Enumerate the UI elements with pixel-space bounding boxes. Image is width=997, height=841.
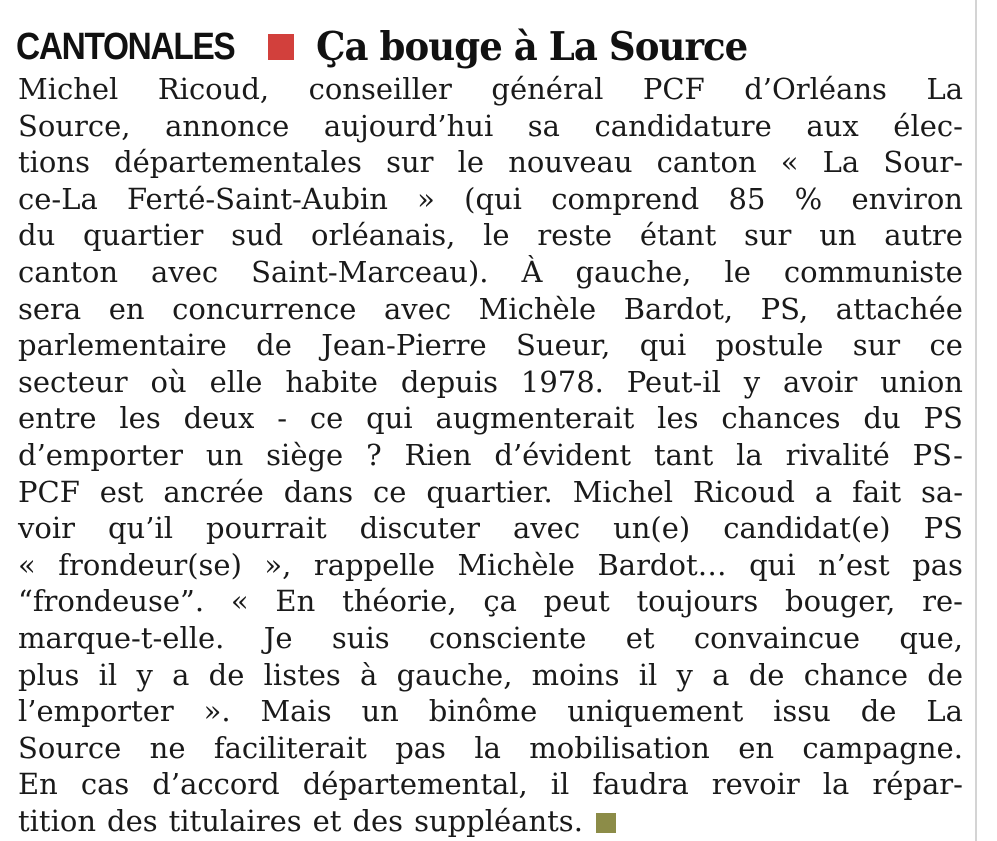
body-word: habite [285, 364, 378, 399]
body-word: un [205, 437, 244, 472]
body-word: PS [923, 401, 963, 436]
body-word: « [230, 584, 249, 619]
body-word: frondeur(se) [58, 547, 242, 582]
body-word: En [18, 767, 58, 802]
body-word: Ricoud [692, 474, 795, 509]
body-word: ce [373, 474, 407, 509]
body-word: autre [884, 218, 963, 253]
body-word: voir [18, 511, 75, 546]
body-word: titulaires [168, 803, 302, 838]
body-word: des [107, 803, 158, 838]
body-word: Bardot… [597, 547, 727, 582]
body-word: répar- [872, 767, 963, 802]
body-word: que, [899, 620, 963, 655]
body-word: d’évident [494, 437, 632, 472]
body-word: rappelle [313, 547, 435, 582]
kicker-label: CANTONALES [16, 25, 235, 68]
body-word: départementales [114, 145, 362, 180]
body-word: La [926, 694, 963, 729]
body-word: faudra [592, 767, 689, 802]
body-word: entre [18, 401, 97, 436]
body-word: avec [151, 254, 219, 289]
body-word: « [780, 145, 799, 180]
body-word: tions [18, 145, 90, 180]
body-word: les [119, 401, 161, 436]
body-line [18, 71, 963, 108]
body-word: secteur [18, 364, 128, 399]
body-word: y [743, 364, 761, 399]
body-word: ce [309, 401, 344, 436]
body-word: La [926, 72, 963, 106]
body-word: et [625, 620, 655, 655]
body-word: elle [209, 364, 263, 399]
body-word: élec- [893, 108, 963, 143]
body-word: suppléants. [414, 803, 583, 838]
body-word: mobilisation [529, 730, 710, 765]
body-word: re- [922, 584, 963, 619]
body-word: et [312, 803, 342, 838]
body-word: Source, [18, 108, 131, 143]
body-word: communiste [783, 254, 963, 289]
body-word: orléanais, [310, 218, 456, 253]
body-word: revoir [711, 767, 800, 802]
body-word: », [264, 547, 292, 582]
article-body [18, 71, 963, 839]
body-line [18, 108, 963, 145]
body-word: union [880, 364, 963, 399]
body-word: pas [912, 547, 963, 582]
body-word: Mais [260, 694, 332, 729]
body-word: d’accord [152, 767, 280, 802]
body-word: y [136, 657, 153, 692]
article-title: Ça bouge à La Source [316, 24, 748, 70]
body-line [18, 657, 963, 694]
body-word: En [275, 584, 316, 619]
body-word: de [208, 657, 245, 692]
body-word: Michel [572, 474, 674, 509]
body-word: ce [929, 328, 963, 363]
body-word: qui [366, 401, 413, 436]
body-word: qu’il [107, 511, 173, 546]
body-word: ce-La [18, 181, 98, 216]
body-word: à [360, 657, 378, 692]
body-line [18, 400, 963, 437]
body-word: ne [149, 730, 186, 765]
body-word: environ [851, 181, 963, 216]
body-word: sud [231, 218, 284, 253]
body-word: uniquement [567, 694, 744, 729]
body-word: - [277, 401, 288, 436]
body-word: un [361, 694, 399, 729]
body-word: en [738, 730, 775, 765]
kicker-separator-square-icon [268, 34, 294, 60]
body-word: pourrait [206, 511, 327, 546]
body-word: campagne. [802, 730, 963, 765]
body-line [18, 437, 963, 474]
body-word: avec [384, 291, 452, 326]
body-word: “frondeuse”. [18, 584, 205, 619]
body-word: Peut-il [626, 364, 721, 399]
body-word: binôme [428, 694, 538, 729]
body-word: depuis [400, 364, 498, 399]
body-word: À [521, 254, 543, 289]
body-word: tition [18, 803, 96, 838]
body-word: Je [263, 620, 293, 655]
body-word: La [822, 145, 860, 180]
body-word: nouveau [508, 145, 633, 180]
body-word: il [98, 657, 118, 692]
body-line [18, 730, 963, 767]
column-rule [975, 0, 977, 841]
body-word: plus [18, 657, 80, 692]
body-word: Sour- [883, 145, 963, 180]
body-word: issu [773, 694, 831, 729]
body-word: qui [639, 328, 687, 363]
body-word: Sueur, [516, 328, 611, 363]
body-word: Ferté-Saint-Aubin [127, 181, 388, 216]
body-word: Bardot, [623, 291, 734, 326]
body-word: concurrence [172, 291, 357, 326]
body-word: faciliterait [213, 730, 367, 765]
body-word: pas [395, 730, 446, 765]
body-word: ancrée [163, 474, 264, 509]
body-line [18, 510, 963, 547]
body-word: 85 [728, 181, 766, 216]
body-word: Saint-Marceau). [251, 254, 489, 289]
body-word: « [18, 547, 36, 582]
body-word: qui [749, 547, 796, 582]
body-word: y [676, 657, 693, 692]
body-word: annonce [165, 108, 290, 143]
body-word: la [474, 730, 501, 765]
body-word: est [99, 474, 144, 509]
body-word: sur [852, 328, 901, 363]
body-word: rivalité [785, 437, 890, 472]
body-line [18, 291, 963, 328]
body-word: PS, [760, 291, 809, 326]
body-word: discuter [359, 511, 480, 546]
body-word: toujours [636, 584, 759, 619]
body-word: sa- [921, 474, 963, 509]
body-word: le [724, 254, 751, 289]
body-word: a [172, 657, 190, 692]
body-word: du [18, 218, 56, 253]
body-word: fait [852, 474, 902, 509]
body-word: où [150, 364, 187, 399]
body-line [18, 620, 963, 657]
body-line [18, 217, 963, 254]
body-word: un(e) [613, 511, 691, 546]
body-word: Michèle [478, 291, 597, 326]
body-word: d’emporter [18, 437, 184, 472]
body-word: tant [653, 437, 714, 472]
body-word: chance [803, 657, 908, 692]
body-word: canton [18, 254, 118, 289]
body-line [18, 144, 963, 181]
body-word: candidature [594, 108, 772, 143]
body-word: Ricoud, [157, 72, 270, 106]
body-word: consciente [428, 620, 587, 655]
body-word: sa [527, 108, 560, 143]
body-word: postule [715, 328, 824, 363]
body-line [18, 364, 963, 401]
body-line [18, 254, 963, 291]
body-word: sur [744, 218, 792, 253]
body-word: départemental, [302, 767, 528, 802]
body-word: le [483, 218, 510, 253]
body-word: % [794, 181, 823, 216]
body-word: a [814, 474, 833, 509]
body-word: d’Orléans [744, 72, 887, 106]
body-word: Rien [404, 437, 472, 472]
body-word: l’emporter [18, 694, 174, 729]
body-word: peut [543, 584, 610, 619]
body-word: de [256, 328, 292, 363]
body-word: n’est [818, 547, 890, 582]
body-word: » [417, 181, 435, 216]
body-word: gauche, [396, 657, 513, 692]
body-word: ». [203, 694, 231, 729]
body-word: la [736, 437, 763, 472]
body-line [18, 583, 963, 620]
body-word: augmenterait [435, 401, 635, 436]
body-line [18, 181, 963, 218]
body-word: parlementaire [18, 328, 227, 363]
body-word: étant [639, 218, 717, 253]
body-word: Source [18, 730, 122, 765]
body-word: aux [806, 108, 859, 143]
body-word: ça [483, 584, 517, 619]
body-word: en [108, 291, 145, 326]
body-word: des [352, 803, 404, 838]
body-line [18, 803, 963, 840]
body-word: Michèle [457, 547, 575, 582]
body-word: moins [531, 657, 620, 692]
body-word: la [822, 767, 850, 802]
end-of-article-square-icon [596, 813, 616, 833]
body-word: un [819, 218, 857, 253]
body-word: général [491, 72, 604, 106]
body-line [18, 693, 963, 730]
body-word: aujourd’hui [323, 108, 494, 143]
body-word: siège [266, 437, 344, 472]
body-word: du [863, 401, 901, 436]
body-word: les [657, 401, 699, 436]
body-word: de [860, 694, 897, 729]
body-word: candidat(e) [723, 511, 891, 546]
body-word: marque-t-elle. [18, 620, 225, 655]
body-line [18, 547, 963, 584]
headline [16, 22, 770, 72]
body-word: comprend [551, 181, 700, 216]
body-word: reste [537, 218, 613, 253]
body-word: Michel [18, 72, 119, 106]
body-word: (qui [464, 181, 522, 216]
body-word: listes [263, 657, 341, 692]
body-word: avoir [783, 364, 858, 399]
body-word: ? [366, 437, 382, 472]
body-word: quartier [83, 218, 204, 253]
body-word: canton [656, 145, 757, 180]
body-word: bouger, [785, 584, 896, 619]
body-word: il [638, 657, 658, 692]
body-word: convaincue [693, 620, 860, 655]
body-word: dans [283, 474, 354, 509]
body-word: cas [80, 767, 130, 802]
body-word: de [927, 657, 963, 692]
body-word: il [550, 767, 570, 802]
body-word: avec [512, 511, 581, 546]
body-word: attachée [835, 291, 963, 326]
body-word: 1978. [520, 364, 604, 399]
body-word: chances [721, 401, 841, 436]
body-word: de [748, 657, 785, 692]
body-word: deux [183, 401, 255, 436]
body-word: théorie, [342, 584, 457, 619]
body-word: quartier. [426, 474, 553, 509]
body-line [18, 766, 963, 803]
body-word: PS- [912, 437, 963, 472]
body-word: conseiller [308, 72, 452, 106]
body-word: PCF [18, 474, 80, 509]
body-word: suis [331, 620, 390, 655]
body-line [18, 474, 963, 511]
body-word: le [457, 145, 485, 180]
body-word: gauche, [575, 254, 692, 289]
body-word: sur [386, 145, 434, 180]
body-line [18, 327, 963, 364]
body-word: Jean-Pierre [321, 328, 487, 363]
body-word: a [712, 657, 730, 692]
body-word: sera [18, 291, 82, 326]
body-word: PCF [642, 72, 705, 106]
body-word: PS [923, 511, 963, 546]
